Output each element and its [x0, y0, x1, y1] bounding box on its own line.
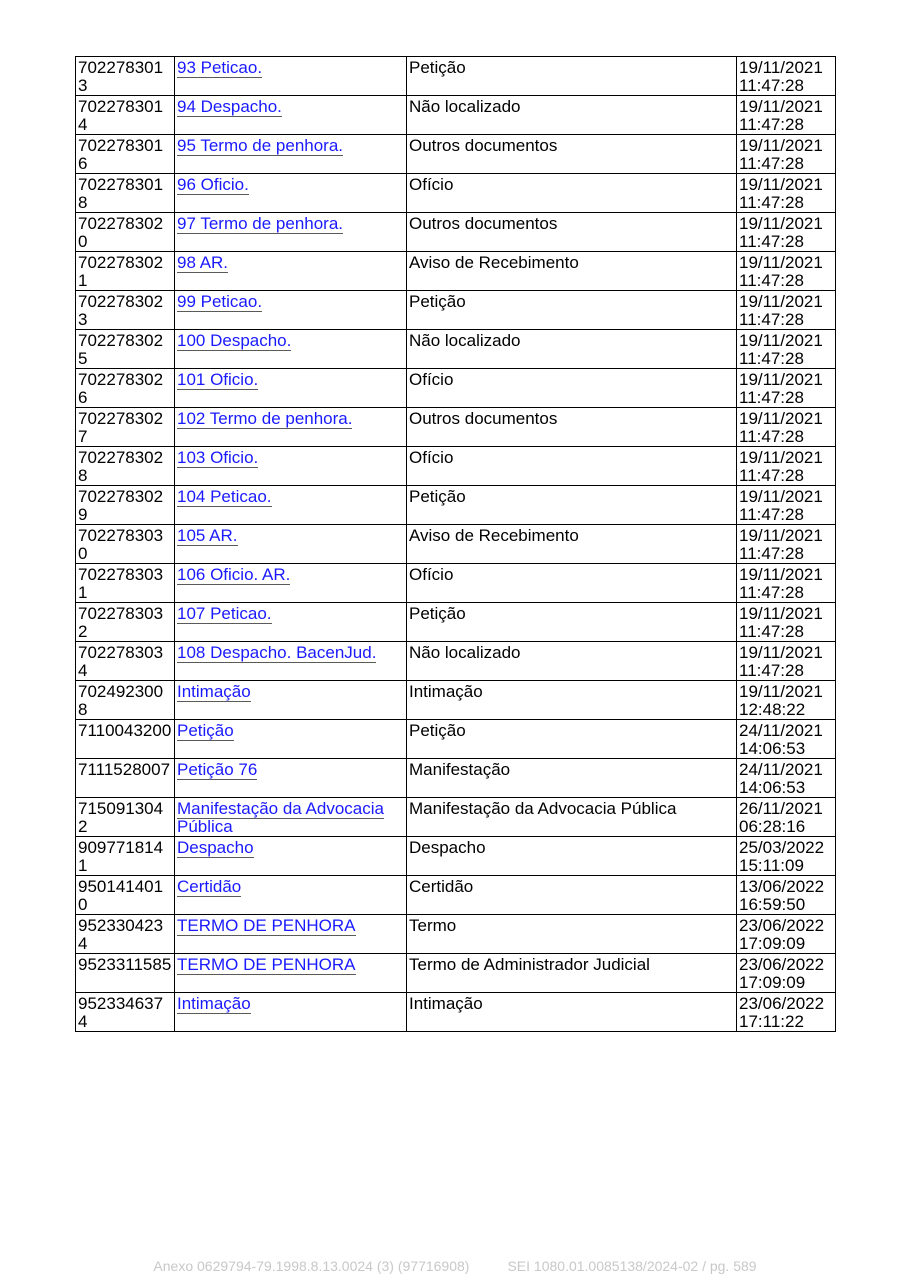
document-link[interactable]: 100 Despacho.	[177, 331, 292, 350]
document-id-cell: 7022783025	[76, 330, 175, 369]
document-link[interactable]: 102 Termo de penhora.	[177, 409, 353, 428]
document-link[interactable]: Intimação	[177, 994, 251, 1013]
table-row	[76, 291, 836, 330]
document-id-cell: 7022783034	[76, 642, 175, 681]
page-footer	[0, 1258, 910, 1274]
table-row	[76, 96, 836, 135]
document-id-cell: 7150913042	[76, 798, 175, 837]
table-row	[76, 876, 836, 915]
document-link-cell	[175, 486, 407, 525]
document-type-cell: Aviso de Recebimento	[407, 525, 737, 564]
table-row	[76, 330, 836, 369]
table-row	[76, 135, 836, 174]
document-link-cell	[175, 798, 407, 837]
table-row	[76, 720, 836, 759]
document-id-cell: 7022783014	[76, 96, 175, 135]
document-date-cell: 26/11/2021 06:28:16	[737, 798, 836, 837]
document-id-cell: 7022783028	[76, 447, 175, 486]
document-id-cell: 7111528007	[76, 759, 175, 798]
document-id-cell: 7022783026	[76, 369, 175, 408]
document-link-cell	[175, 993, 407, 1032]
document-link[interactable]: 97 Termo de penhora.	[177, 214, 344, 233]
table-row	[76, 915, 836, 954]
document-link-cell	[175, 57, 407, 96]
document-date-cell: 19/11/2021 11:47:28	[737, 291, 836, 330]
document-link-cell	[175, 603, 407, 642]
document-link-cell	[175, 837, 407, 876]
document-date-cell: 19/11/2021 11:47:28	[737, 447, 836, 486]
document-link[interactable]: 101 Oficio.	[177, 370, 259, 389]
document-link[interactable]: 104 Peticao.	[177, 487, 272, 506]
document-link-cell	[175, 330, 407, 369]
document-type-cell: Certidão	[407, 876, 737, 915]
document-type-cell: Não localizado	[407, 642, 737, 681]
document-link-cell	[175, 408, 407, 447]
document-id-cell: 7024923008	[76, 681, 175, 720]
document-date-cell: 24/11/2021 14:06:53	[737, 759, 836, 798]
document-date-cell: 19/11/2021 11:47:28	[737, 642, 836, 681]
document-date-cell: 23/06/2022 17:11:22	[737, 993, 836, 1032]
document-id-cell: 9523304234	[76, 915, 175, 954]
document-type-cell: Outros documentos	[407, 213, 737, 252]
document-date-cell: 19/11/2021 11:47:28	[737, 135, 836, 174]
document-date-cell: 23/06/2022 17:09:09	[737, 954, 836, 993]
document-id-cell: 7110043200	[76, 720, 175, 759]
document-id-cell: 7022783032	[76, 603, 175, 642]
document-link-cell	[175, 642, 407, 681]
document-type-cell: Intimação	[407, 681, 737, 720]
document-type-cell: Manifestação da Advocacia Pública	[407, 798, 737, 837]
document-link-cell	[175, 369, 407, 408]
document-type-cell: Outros documentos	[407, 408, 737, 447]
document-link[interactable]: TERMO DE PENHORA	[177, 955, 356, 974]
document-link[interactable]: Petição 76	[177, 760, 258, 779]
document-link-cell	[175, 915, 407, 954]
document-link[interactable]: 107 Peticao.	[177, 604, 272, 623]
document-link[interactable]: Despacho	[177, 838, 254, 857]
document-id-cell: 7022783021	[76, 252, 175, 291]
document-link[interactable]: 98 AR.	[177, 253, 229, 272]
document-link[interactable]: 106 Oficio. AR.	[177, 565, 291, 584]
document-type-cell: Despacho	[407, 837, 737, 876]
document-link-cell	[175, 96, 407, 135]
document-type-cell: Ofício	[407, 447, 737, 486]
document-id-cell: 7022783013	[76, 57, 175, 96]
document-type-cell: Não localizado	[407, 330, 737, 369]
table-row	[76, 252, 836, 291]
document-link[interactable]: 103 Oficio.	[177, 448, 259, 467]
document-type-cell: Petição	[407, 291, 737, 330]
document-link[interactable]: 99 Peticao.	[177, 292, 263, 311]
document-type-cell: Petição	[407, 720, 737, 759]
table-row	[76, 681, 836, 720]
document-date-cell: 19/11/2021 11:47:28	[737, 408, 836, 447]
document-link-cell	[175, 681, 407, 720]
document-date-cell: 19/11/2021 11:47:28	[737, 486, 836, 525]
document-type-cell: Termo	[407, 915, 737, 954]
document-id-cell: 9523311585	[76, 954, 175, 993]
document-link-cell	[175, 213, 407, 252]
documents-table-body	[76, 57, 836, 1032]
document-link[interactable]: 96 Oficio.	[177, 175, 249, 194]
table-row	[76, 603, 836, 642]
document-link-cell	[175, 291, 407, 330]
document-id-cell: 7022783018	[76, 174, 175, 213]
table-row	[76, 759, 836, 798]
document-link-cell	[175, 876, 407, 915]
table-row	[76, 954, 836, 993]
document-date-cell: 19/11/2021 11:47:28	[737, 57, 836, 96]
document-date-cell: 19/11/2021 11:47:28	[737, 525, 836, 564]
document-link[interactable]: 94 Despacho.	[177, 97, 282, 116]
documents-table	[75, 56, 836, 1032]
document-date-cell: 19/11/2021 12:48:22	[737, 681, 836, 720]
document-type-cell: Petição	[407, 603, 737, 642]
document-date-cell: 25/03/2022 15:11:09	[737, 837, 836, 876]
document-link-cell	[175, 720, 407, 759]
document-date-cell: 13/06/2022 16:59:50	[737, 876, 836, 915]
document-id-cell: 9501414010	[76, 876, 175, 915]
document-link[interactable]: Petição	[177, 721, 234, 740]
table-row	[76, 447, 836, 486]
document-link-cell	[175, 252, 407, 291]
table-row	[76, 57, 836, 96]
document-type-cell: Termo de Administrador Judicial	[407, 954, 737, 993]
document-date-cell: 19/11/2021 11:47:28	[737, 564, 836, 603]
document-link[interactable]: 105 AR.	[177, 526, 238, 545]
document-date-cell: 24/11/2021 14:06:53	[737, 720, 836, 759]
table-row	[76, 174, 836, 213]
document-type-cell: Manifestação	[407, 759, 737, 798]
document-id-cell: 7022783023	[76, 291, 175, 330]
table-row	[76, 369, 836, 408]
document-link-cell	[175, 954, 407, 993]
document-link[interactable]: Intimação	[177, 682, 251, 701]
document-link[interactable]: TERMO DE PENHORA	[177, 916, 356, 935]
document-type-cell: Aviso de Recebimento	[407, 252, 737, 291]
document-link[interactable]: Certidão	[177, 877, 242, 896]
table-row	[76, 993, 836, 1032]
table-row	[76, 525, 836, 564]
document-type-cell: Intimação	[407, 993, 737, 1032]
footer-annex-reference: Anexo 0629794-79.1998.8.13.0024 (3) (97716908)	[153, 1258, 470, 1274]
document-id-cell: 7022783029	[76, 486, 175, 525]
document-id-cell: 7022783020	[76, 213, 175, 252]
document-link-cell	[175, 447, 407, 486]
document-link[interactable]: Manifestação da Advocacia Pública	[177, 799, 384, 836]
document-type-cell: Petição	[407, 57, 737, 96]
document-link[interactable]: 108 Despacho. BacenJud.	[177, 643, 377, 662]
table-row	[76, 837, 836, 876]
document-link-cell	[175, 135, 407, 174]
document-type-cell: Ofício	[407, 564, 737, 603]
document-id-cell: 9097718141	[76, 837, 175, 876]
table-row	[76, 798, 836, 837]
document-date-cell: 19/11/2021 11:47:28	[737, 369, 836, 408]
document-type-cell: Petição	[407, 486, 737, 525]
table-row	[76, 408, 836, 447]
table-row	[76, 486, 836, 525]
document-date-cell: 19/11/2021 11:47:28	[737, 213, 836, 252]
footer-sei-page-reference: SEI 1080.01.0085138/2024-02 / pg. 589	[507, 1258, 757, 1274]
document-id-cell: 7022783030	[76, 525, 175, 564]
table-row	[76, 642, 836, 681]
document-type-cell: Não localizado	[407, 96, 737, 135]
document-date-cell: 19/11/2021 11:47:28	[737, 96, 836, 135]
table-row	[76, 564, 836, 603]
document-link[interactable]: 93 Peticao.	[177, 58, 263, 77]
document-id-cell: 7022783016	[76, 135, 175, 174]
document-link-cell	[175, 759, 407, 798]
document-link-cell	[175, 174, 407, 213]
document-link-cell	[175, 564, 407, 603]
document-link-cell	[175, 525, 407, 564]
document-link[interactable]: 95 Termo de penhora.	[177, 136, 344, 155]
document-id-cell: 7022783027	[76, 408, 175, 447]
document-date-cell: 19/11/2021 11:47:28	[737, 330, 836, 369]
document-date-cell: 19/11/2021 11:47:28	[737, 174, 836, 213]
document-id-cell: 9523346374	[76, 993, 175, 1032]
document-type-cell: Ofício	[407, 369, 737, 408]
document-id-cell: 7022783031	[76, 564, 175, 603]
document-date-cell: 19/11/2021 11:47:28	[737, 252, 836, 291]
document-type-cell: Outros documentos	[407, 135, 737, 174]
document-date-cell: 23/06/2022 17:09:09	[737, 915, 836, 954]
document-date-cell: 19/11/2021 11:47:28	[737, 603, 836, 642]
document-type-cell: Ofício	[407, 174, 737, 213]
table-row	[76, 213, 836, 252]
